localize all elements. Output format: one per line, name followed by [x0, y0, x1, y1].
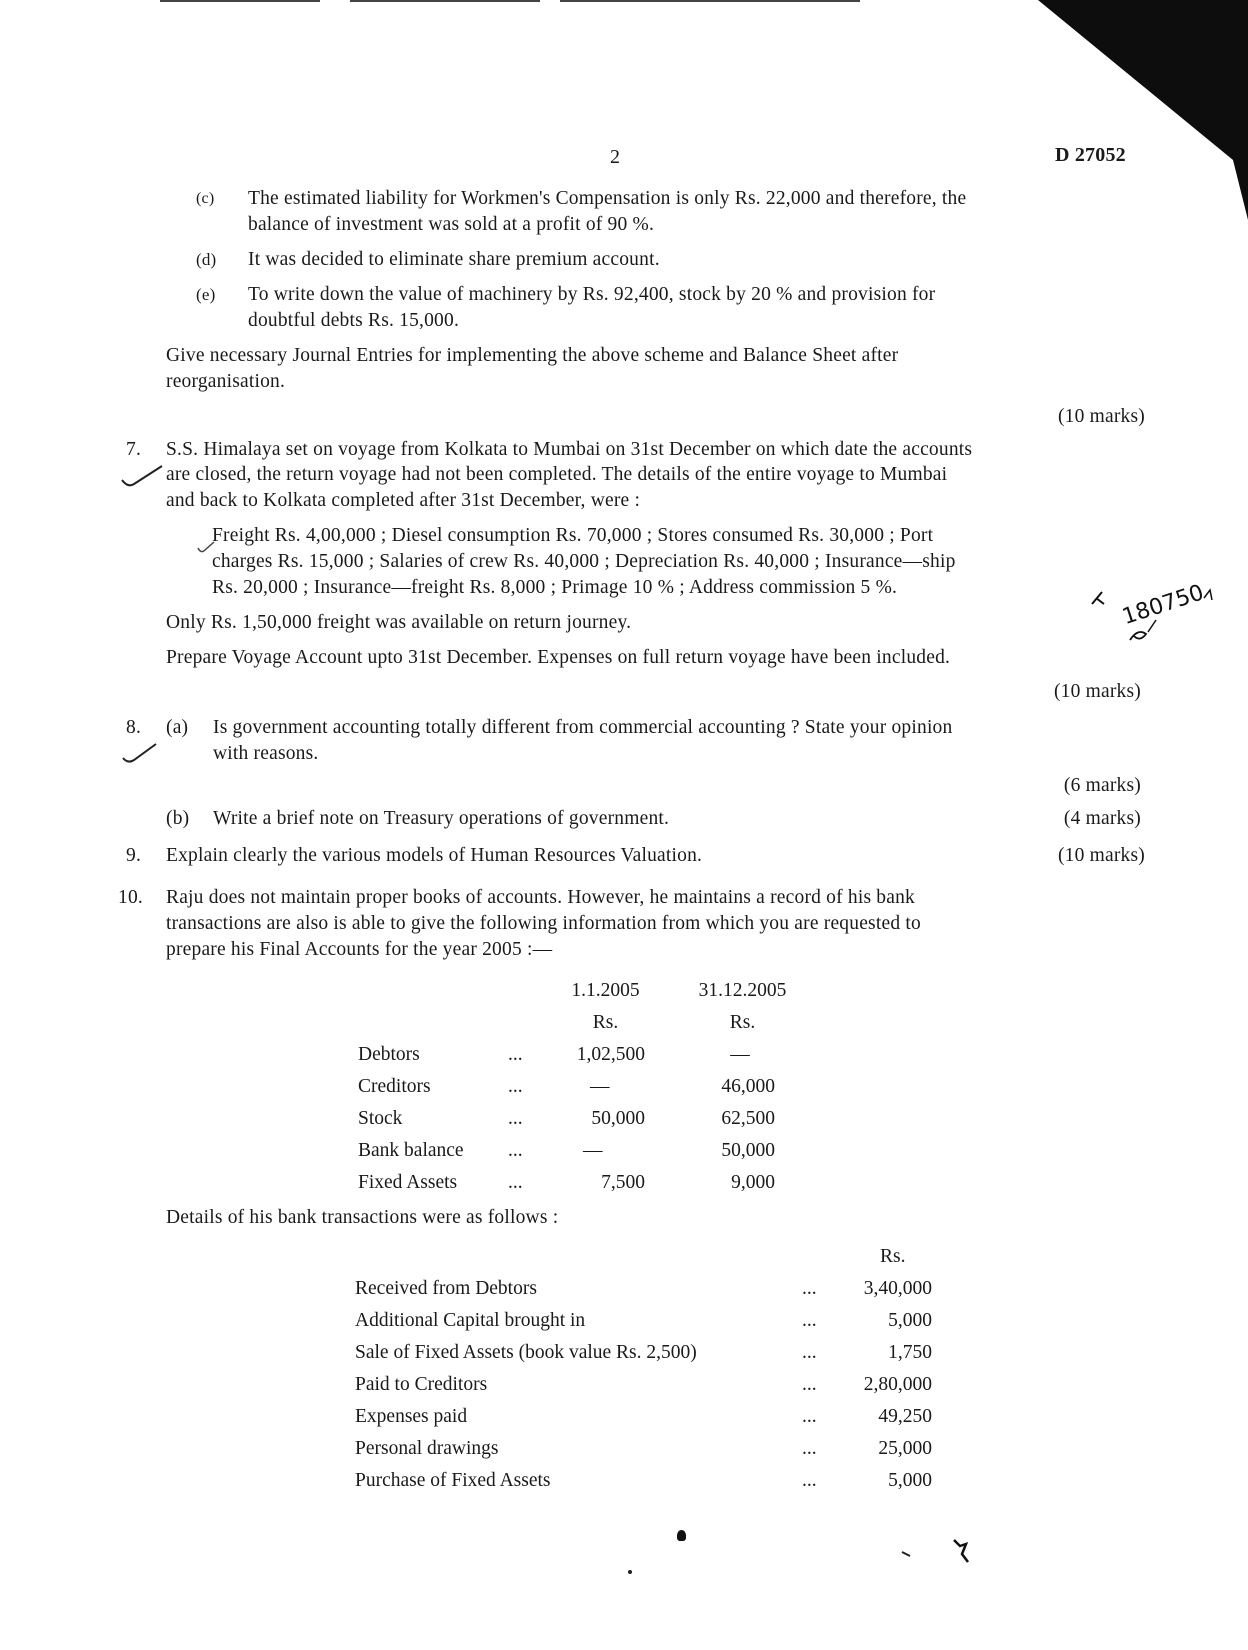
scan-speck — [677, 1530, 686, 1541]
question-text: Is government accounting totally different from commercial accounting ? State your opinion — [213, 717, 953, 738]
scan-top-border — [350, 0, 540, 2]
question-number: 8. — [126, 717, 142, 738]
bank-intro: Details of his bank transactions were as follows : — [166, 1207, 559, 1228]
cell-value: 25,000 — [878, 1438, 932, 1459]
item-text: To write down the value of machinery by Rs. 92,400, stock by 20 % and provision for — [248, 284, 936, 305]
row-dots: ... — [802, 1406, 817, 1427]
question-text: with reasons. — [213, 743, 319, 764]
question-number: 10. — [118, 887, 143, 908]
row-label: Stock — [358, 1108, 403, 1129]
row-label: Creditors — [358, 1076, 431, 1097]
item-label: (d) — [196, 250, 217, 269]
question-text: Raju does not maintain proper books of accounts. However, he maintains a record of his bank — [166, 887, 916, 908]
item-label: (c) — [196, 190, 215, 207]
instruction-text: Give necessary Journal Entries for implementing the above scheme and Balance Sheet after — [166, 345, 899, 366]
item-text: It was decided to eliminate share premium account. — [248, 249, 660, 270]
row-dots: ... — [802, 1374, 817, 1395]
row-label: Personal drawings — [355, 1438, 499, 1459]
question-text: transactions are also is able to give the following information from which you are requested to — [166, 913, 921, 934]
cell-value: 5,000 — [888, 1470, 932, 1491]
freight-note: Only Rs. 1,50,000 freight was available on return journey. — [166, 612, 632, 633]
question-text: and back to Kolkata completed after 31st December, were : — [166, 490, 641, 511]
question-text: Write a brief note on Treasury operations of government. — [213, 808, 670, 829]
voyage-details: charges Rs. 15,000 ; Salaries of crew Rs. 40,000 ; Depreciation Rs. 40,000 ; Insurance—ship — [212, 551, 956, 572]
row-label: Received from Debtors — [355, 1278, 537, 1299]
row-dots: ... — [802, 1438, 817, 1459]
instruction-text: reorganisation. — [166, 371, 286, 392]
cell-value: 50,000 — [721, 1140, 775, 1161]
question-number: 9. — [126, 845, 142, 866]
voyage-details: Rs. 20,000 ; Insurance—freight Rs. 8,000 ; Primage 10 % ; Address commission 5 %. — [212, 577, 898, 598]
item-text: doubtful debts Rs. 15,000. — [248, 310, 460, 331]
scan-corner-shadow — [1008, 0, 1248, 220]
row-dots: ... — [802, 1470, 817, 1491]
handwritten-note-icon — [1080, 570, 1220, 660]
cell-value: 1,02,500 — [576, 1044, 645, 1065]
cell-value: 62,500 — [721, 1108, 775, 1129]
tick-mark-icon — [196, 540, 216, 556]
marks-label: (10 marks) — [1057, 845, 1145, 866]
row-label: Fixed Assets — [358, 1172, 458, 1193]
marks-label: (10 marks) — [1057, 406, 1145, 427]
row-label: Sale of Fixed Assets (book value Rs. 2,500) — [355, 1342, 697, 1363]
row-dots: ... — [508, 1140, 523, 1161]
column-unit: Rs. — [880, 1246, 906, 1267]
cell-value: — — [730, 1044, 750, 1065]
row-label: Paid to Creditors — [355, 1374, 488, 1395]
row-label: Debtors — [358, 1044, 420, 1065]
scan-top-border — [560, 0, 860, 2]
item-label: (e) — [196, 285, 216, 304]
row-dots: ... — [508, 1172, 523, 1193]
row-dots: ... — [508, 1044, 523, 1065]
item-label: (b) — [166, 808, 190, 829]
row-dots: ... — [508, 1108, 523, 1129]
tick-mark-icon — [120, 740, 160, 768]
cell-value: — — [583, 1140, 603, 1161]
row-dots: ... — [802, 1342, 817, 1363]
row-label: Additional Capital brought in — [355, 1310, 586, 1331]
item-text: balance of investment was sold at a profit of 90 %. — [248, 214, 655, 235]
cell-value: 1,750 — [888, 1342, 932, 1363]
marks-label: (4 marks) — [1063, 808, 1141, 829]
row-dots: ... — [802, 1310, 817, 1331]
question-number: 7. — [126, 439, 142, 460]
question-text: are closed, the return voyage had not been completed. The details of the entire voyage to Mumbai — [166, 464, 948, 485]
cell-value: 9,000 — [731, 1172, 775, 1193]
cell-value: 46,000 — [721, 1076, 775, 1097]
row-label: Bank balance — [358, 1140, 464, 1161]
svg-text:180750: 180750 — [1119, 580, 1207, 631]
row-dots: ... — [508, 1076, 523, 1097]
column-unit: Rs. — [729, 1012, 756, 1033]
page-number: 2 — [610, 146, 621, 168]
marks-label: (10 marks) — [1053, 681, 1141, 702]
question-instruction: Prepare Voyage Account upto 31st December. Expenses on full return voyage have been included. — [166, 647, 951, 668]
question-text: Explain clearly the various models of Human Resources Valuation. — [166, 845, 703, 866]
scan-speck — [896, 1536, 976, 1570]
column-unit: Rs. — [592, 1012, 619, 1033]
question-text: prepare his Final Accounts for the year 2005 :— — [166, 939, 553, 960]
item-text: The estimated liability for Workmen's Compensation is only Rs. 22,000 and therefore, the — [248, 188, 967, 209]
cell-value: 5,000 — [888, 1310, 932, 1331]
column-header: 1.1.2005 — [571, 980, 640, 1001]
cell-value: 49,250 — [878, 1406, 932, 1427]
row-dots: ... — [802, 1278, 817, 1299]
cell-value: 7,500 — [601, 1172, 645, 1193]
column-header: 31.12.2005 — [698, 980, 787, 1001]
row-label: Expenses paid — [355, 1406, 468, 1427]
row-label: Purchase of Fixed Assets — [355, 1470, 551, 1491]
cell-value: — — [590, 1076, 610, 1097]
question-text: S.S. Himalaya set on voyage from Kolkata to Mumbai on 31st December on which date the accounts — [166, 439, 973, 460]
voyage-details: Freight Rs. 4,00,000 ; Diesel consumption Rs. 70,000 ; Stores consumed Rs. 30,000 ; Port — [212, 525, 934, 546]
paper-code: D 27052 — [1055, 144, 1126, 166]
cell-value: 2,80,000 — [863, 1374, 932, 1395]
item-label: (a) — [166, 717, 189, 738]
scan-top-border — [160, 0, 320, 2]
cell-value: 3,40,000 — [863, 1278, 932, 1299]
cell-value: 50,000 — [591, 1108, 645, 1129]
scan-speck — [628, 1570, 632, 1574]
tick-mark-icon — [118, 462, 168, 492]
marks-label: (6 marks) — [1063, 775, 1141, 796]
